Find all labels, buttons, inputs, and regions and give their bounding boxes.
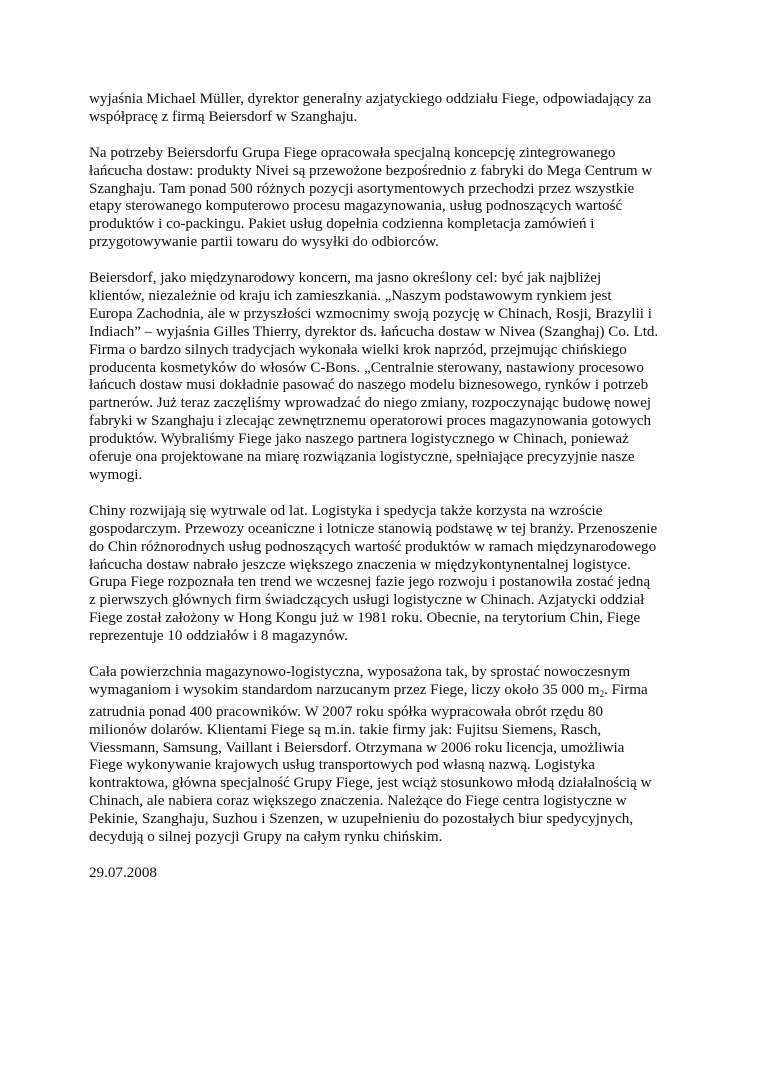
text-line: Europa Zachodnia, ale w przyszłości wzmocnimy swoją pozycję w Chinach, Rosji, Brazylii i	[89, 305, 652, 322]
paragraph-2	[89, 145, 689, 252]
text-line: Beiersdorf, jako międzynarodowy koncern, ma jasno określony cel: być jak najbliżej	[89, 270, 602, 287]
text-line: producenta kosmetyków do włosów C-Bons. „Centralnie sterowany, nastawiony procesowo	[89, 359, 644, 376]
text-line: klientów, niezależnie od kraju ich zamieszkania. „Naszym podstawowym rynkiem jest	[89, 287, 612, 304]
text-line: reprezentuje 10 oddziałów i 8 magazynów.	[89, 628, 348, 645]
text-line: łańcucha dostaw: produkty Nivei są przewożone bezpośrednio z fabryki do Mega Centrum w	[89, 162, 653, 179]
text-line: oferuje ona projektowane na miarę rozwiązania logistyczne, spełniające precyzyjnie nasze	[89, 449, 635, 466]
text-line: decydują o silnej pozycji Grupy na całym rynku chińskim.	[89, 829, 443, 846]
text-line: Pekinie, Szanghaju, Suzhou i Szenzen, w uzupełnieniu do pozostałych biur spedycyjnych,	[89, 811, 634, 828]
text-line-with-unit	[89, 682, 689, 704]
text-line: do Chin różnorodnych usług podnoszących wartość produktów w ramach międzynarodowego	[89, 538, 657, 555]
text-line: partnerów. Już teraz zaczęliśmy wprowadzać do niego zmiany, rozpoczynając budowę nowej	[89, 395, 652, 412]
text-fragment: . Firma	[604, 681, 648, 698]
text-line: etapy sterowanego komputerowo procesu magazynowania, usług podnoszących wartość	[89, 198, 623, 215]
text-line: wymogi.	[89, 467, 143, 483]
text-line: Indiach” – wyjaśnia Gilles Thierry, dyrektor ds. łańcucha dostaw w Nivea (Szanghaj) Co. Ltd.	[89, 323, 659, 340]
text-line: produktów i co-packingu. Pakiet usług dopełnia codzienna kompletacja zamówień i	[89, 216, 595, 233]
text-line: produktów. Wybraliśmy Fiege jako naszego partnera logistycznego w Chinach, ponieważ	[89, 431, 629, 448]
text-line: Fiege wykonywanie krajowych usług transportowych pod własną nazwą. Logistyka	[89, 757, 595, 774]
text-line: wyjaśnia Michael Müller, dyrektor generalny azjatyckiego oddziału Fiege, odpowiadający za	[89, 91, 652, 107]
text-line: przygotowywanie partii towaru do wysyłki do odbiorców.	[89, 234, 439, 251]
text-line: Grupa Fiege rozpoznała ten trend we wczesnej fazie jego rozwoju i postanowiła zostać jedną	[89, 574, 651, 591]
paragraph-3	[89, 270, 689, 485]
text-line: Chiny rozwijają się wytrwale od lat. Logistyka i spedycja także korzysta na wzroście	[89, 502, 603, 519]
text-line: Fiege został założony w Hong Kongu już w 1981 roku. Obecnie, na terytorium Chin, Fiege	[89, 610, 641, 627]
text-line: Firma o bardzo silnych tradycjach wykonała wielki krok naprzód, przejmując chińskiego	[89, 341, 627, 358]
document-page	[89, 91, 689, 901]
unit-subscript: 2	[599, 688, 605, 699]
text-line: łańcucha dostaw nabrało jeszcze większego znaczenia w międzykontynentalnej logistyce.	[89, 556, 631, 573]
text-line: fabryki w Szanghaju i zlecając zewnętrznemu operatorowi proces magazynowania gotowych	[89, 413, 652, 430]
text-fragment: wymaganiom i wysokim standardom narzucanym przez Fiege, liczy około 35 000 m	[89, 681, 600, 698]
document-date: 29.07.2008	[89, 864, 157, 881]
text-line: Cała powierzchnia magazynowo-logistyczna, wyposażona tak, by sprostać nowoczesnym	[89, 663, 631, 680]
text-line: zatrudnia ponad 400 pracowników. W 2007 roku spółka wypracowała obrót rzędu 80	[89, 703, 604, 720]
paragraph-4	[89, 503, 689, 646]
paragraph-1	[89, 91, 689, 127]
text-line: Chinach, ale nabiera coraz większego znaczenia. Należące do Fiege centra logistyczne w	[89, 793, 627, 810]
text-line: kontraktowa, główna specjalność Grupy Fiege, jest wciąż stosunkowo młodą działalnością w	[89, 775, 652, 792]
date-paragraph	[89, 865, 689, 883]
text-line: łańcuch dostaw musi dokładnie pasować do naszego modelu biznesowego, rynków i potrzeb	[89, 377, 649, 394]
text-line: gospodarczym. Przewozy oceaniczne i lotnicze stanowią podstawę w tej branży. Przenoszenie	[89, 520, 658, 537]
paragraph-5	[89, 664, 689, 847]
text-line: współpracę z firmą Beiersdorf w Szanghaju.	[89, 108, 358, 125]
text-line: z pierwszych głównych firm świadczących usługi logistyczne w Chinach. Azjatycki oddział	[89, 592, 645, 609]
text-line: Szanghaju. Tam ponad 500 różnych pozycji asortymentowych przechodzi przez wszystkie	[89, 180, 635, 197]
text-line: milionów dolarów. Klientami Fiege są m.in. takie firmy jak: Fujitsu Siemens, Rasch,	[89, 721, 602, 738]
text-line: Na potrzeby Beiersdorfu Grupa Fiege opracowała specjalną koncepcję zintegrowanego	[89, 144, 616, 161]
text-line: Viessmann, Samsung, Vaillant i Beiersdorf. Otrzymana w 2006 roku licencja, umożliwia	[89, 739, 625, 756]
